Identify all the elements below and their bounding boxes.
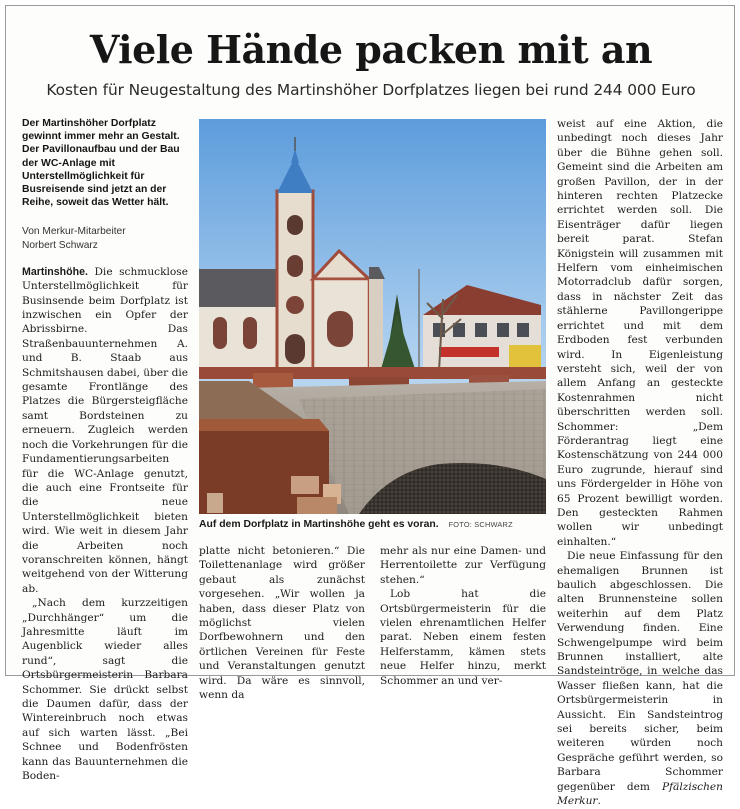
newspaper-article xyxy=(5,5,735,808)
dateline: Martinshöhe. xyxy=(22,265,88,278)
byline xyxy=(22,225,188,251)
photo-caption xyxy=(199,518,546,531)
body-paragraph: mehr als nur eine Damen- und Herrentoilette zur Verfügung stehen.“ xyxy=(380,545,546,586)
column-1 xyxy=(22,117,188,783)
byline-line-1: Von Merkur-Mitarbeiter xyxy=(22,226,126,238)
body-text: Die neue Einfassung für den ehemaligen Brunnen ist baulich abgeschlossen. Die alten Brunnensteine sollen weiterhin auf dem Platz Verwendung finden. Eine Schwengelpumpe wird beim Brunnen installiert, alte Sandsteintröge, in welche das Wasser fließen kann, hat die Ortsbürgermeisterin in Aussicht. Ein Sandsteintrog sei bereits sicher, beim weiteren würden noch Gespräche geführt werden, so Barbara Schommer gegenüber dem xyxy=(557,550,723,793)
headline: Viele Hände packen mit an xyxy=(89,27,653,72)
body-paragraph: weist auf eine Aktion, die unbedingt noch dieses Jahr über die Bühne gehen soll. Gemeint sind die Arbeiten am großen Pavillon, der in der hinteren rechten Platzecke errichtet werden soll. Die Eisenträger dafür liegen bereit parat. Stefan Königstein will zusammen mit Helfern vom einheimischen Motorradclub dafür sorgen, dass in nächster Zeit das stählerne Pavillongerippe errichtet und mit dem Erdboden fest verbunden wird. In Eigenleistung versteht sich, weil der von allem Anfang an gesteckte Kostenrahmen nicht überschritten werden soll. Schommer: „Dem Förderantrag liegt eine Kostenschätzung von 244 000 Euro zugrunde, hierauf sind uns Fördergelder in Höhe von 65 Prozent bewilligt worden. Den gesteckten Rahmen wollen wir unbedingt einhalten.“ xyxy=(557,118,723,548)
column-1-body xyxy=(22,265,188,784)
church-square-photo xyxy=(199,119,546,514)
column-4 xyxy=(557,117,723,809)
body-paragraph: Lob hat die Ortsbürgermeisterin für die vielen ehrenamtlichen Helfer parat. Neben einem festen Helferstamm, kämen stets neue Helfer hinzu, merkt Schommer an und ver- xyxy=(380,588,546,687)
publication-name: Pfälzischen Merkur xyxy=(557,780,723,808)
body-text: Die schmucklose Unterstellmöglichkeit für Businsende beim Dorfplatz ist inzwischen ein Opfer der Abrissbirne. Das Straßenbauunternehmen A. und B. Staab aus Schmitshausen dabei, über die gesamte Frontlänge des Platzes die Bürgersteigfläche samt Bordsteinen zu erneuern. Zugleich werden noch die Vorkehrungen für die Fundamentierungsarbeiten für die WC-Anlage genutzt, die auch eine Frontseite für die neue Unterstellmöglichkeit bieten wird. Wie weit in diesem Jahr die Arbeiten noch voranschreiten können, hängt weitgehend von der Witterung ab. xyxy=(22,265,189,595)
body-paragraph: „Nach dem kurzzeitigen „Durchhänger“ um die Jahresmitte läuft im Augenblick wieder alles rund“, sagt die Ortsbürgermeisterin Barbara Schommer. Sie drückt selbst die Daumen dafür, dass der Wintereinbruch noch etwas auf sich warten lässt. „Bei Schnee und Bodenfrösten kann das Bauunternehmen die Boden- xyxy=(22,597,188,783)
caption-text: Auf dem Dorfplatz in Martinshöhe geht es voran. xyxy=(199,519,439,530)
byline-author: Norbert Schwarz xyxy=(22,239,98,251)
article-photo xyxy=(199,119,546,514)
body-paragraph xyxy=(22,265,188,596)
body-text-end: . xyxy=(597,795,601,808)
subheadline: Kosten für Neugestaltung des Martinshöher Dorfplatzes liegen bei rund 244 000 Euro xyxy=(46,81,696,99)
column-3 xyxy=(380,544,546,688)
photo-credit: FOTO: SCHWARZ xyxy=(448,520,513,529)
column-2 xyxy=(199,544,365,702)
lead-paragraph: Der Martinshöher Dorfplatz gewinnt immer mehr an Gestalt. Der Pavillonaufbau und der Bau der WC-Anlage mit Unterstellmöglichkeit für Busreisende sind jetzt an der Reihe, soweit das Wetter hält. xyxy=(22,118,180,209)
body-paragraph: platte nicht betonieren.“ Die Toilettenanlage wird größer gebaut als zunächst vorgesehen. „Wir wollen ja haben, dass dieser Platz von möglichst vielen Dorfbewohnern und den örtlichen Vereinen für Feste und Veranstaltungen genutzt wird. Da wäre es sinnvoll, wenn da xyxy=(199,545,365,702)
body-paragraph xyxy=(557,549,723,808)
